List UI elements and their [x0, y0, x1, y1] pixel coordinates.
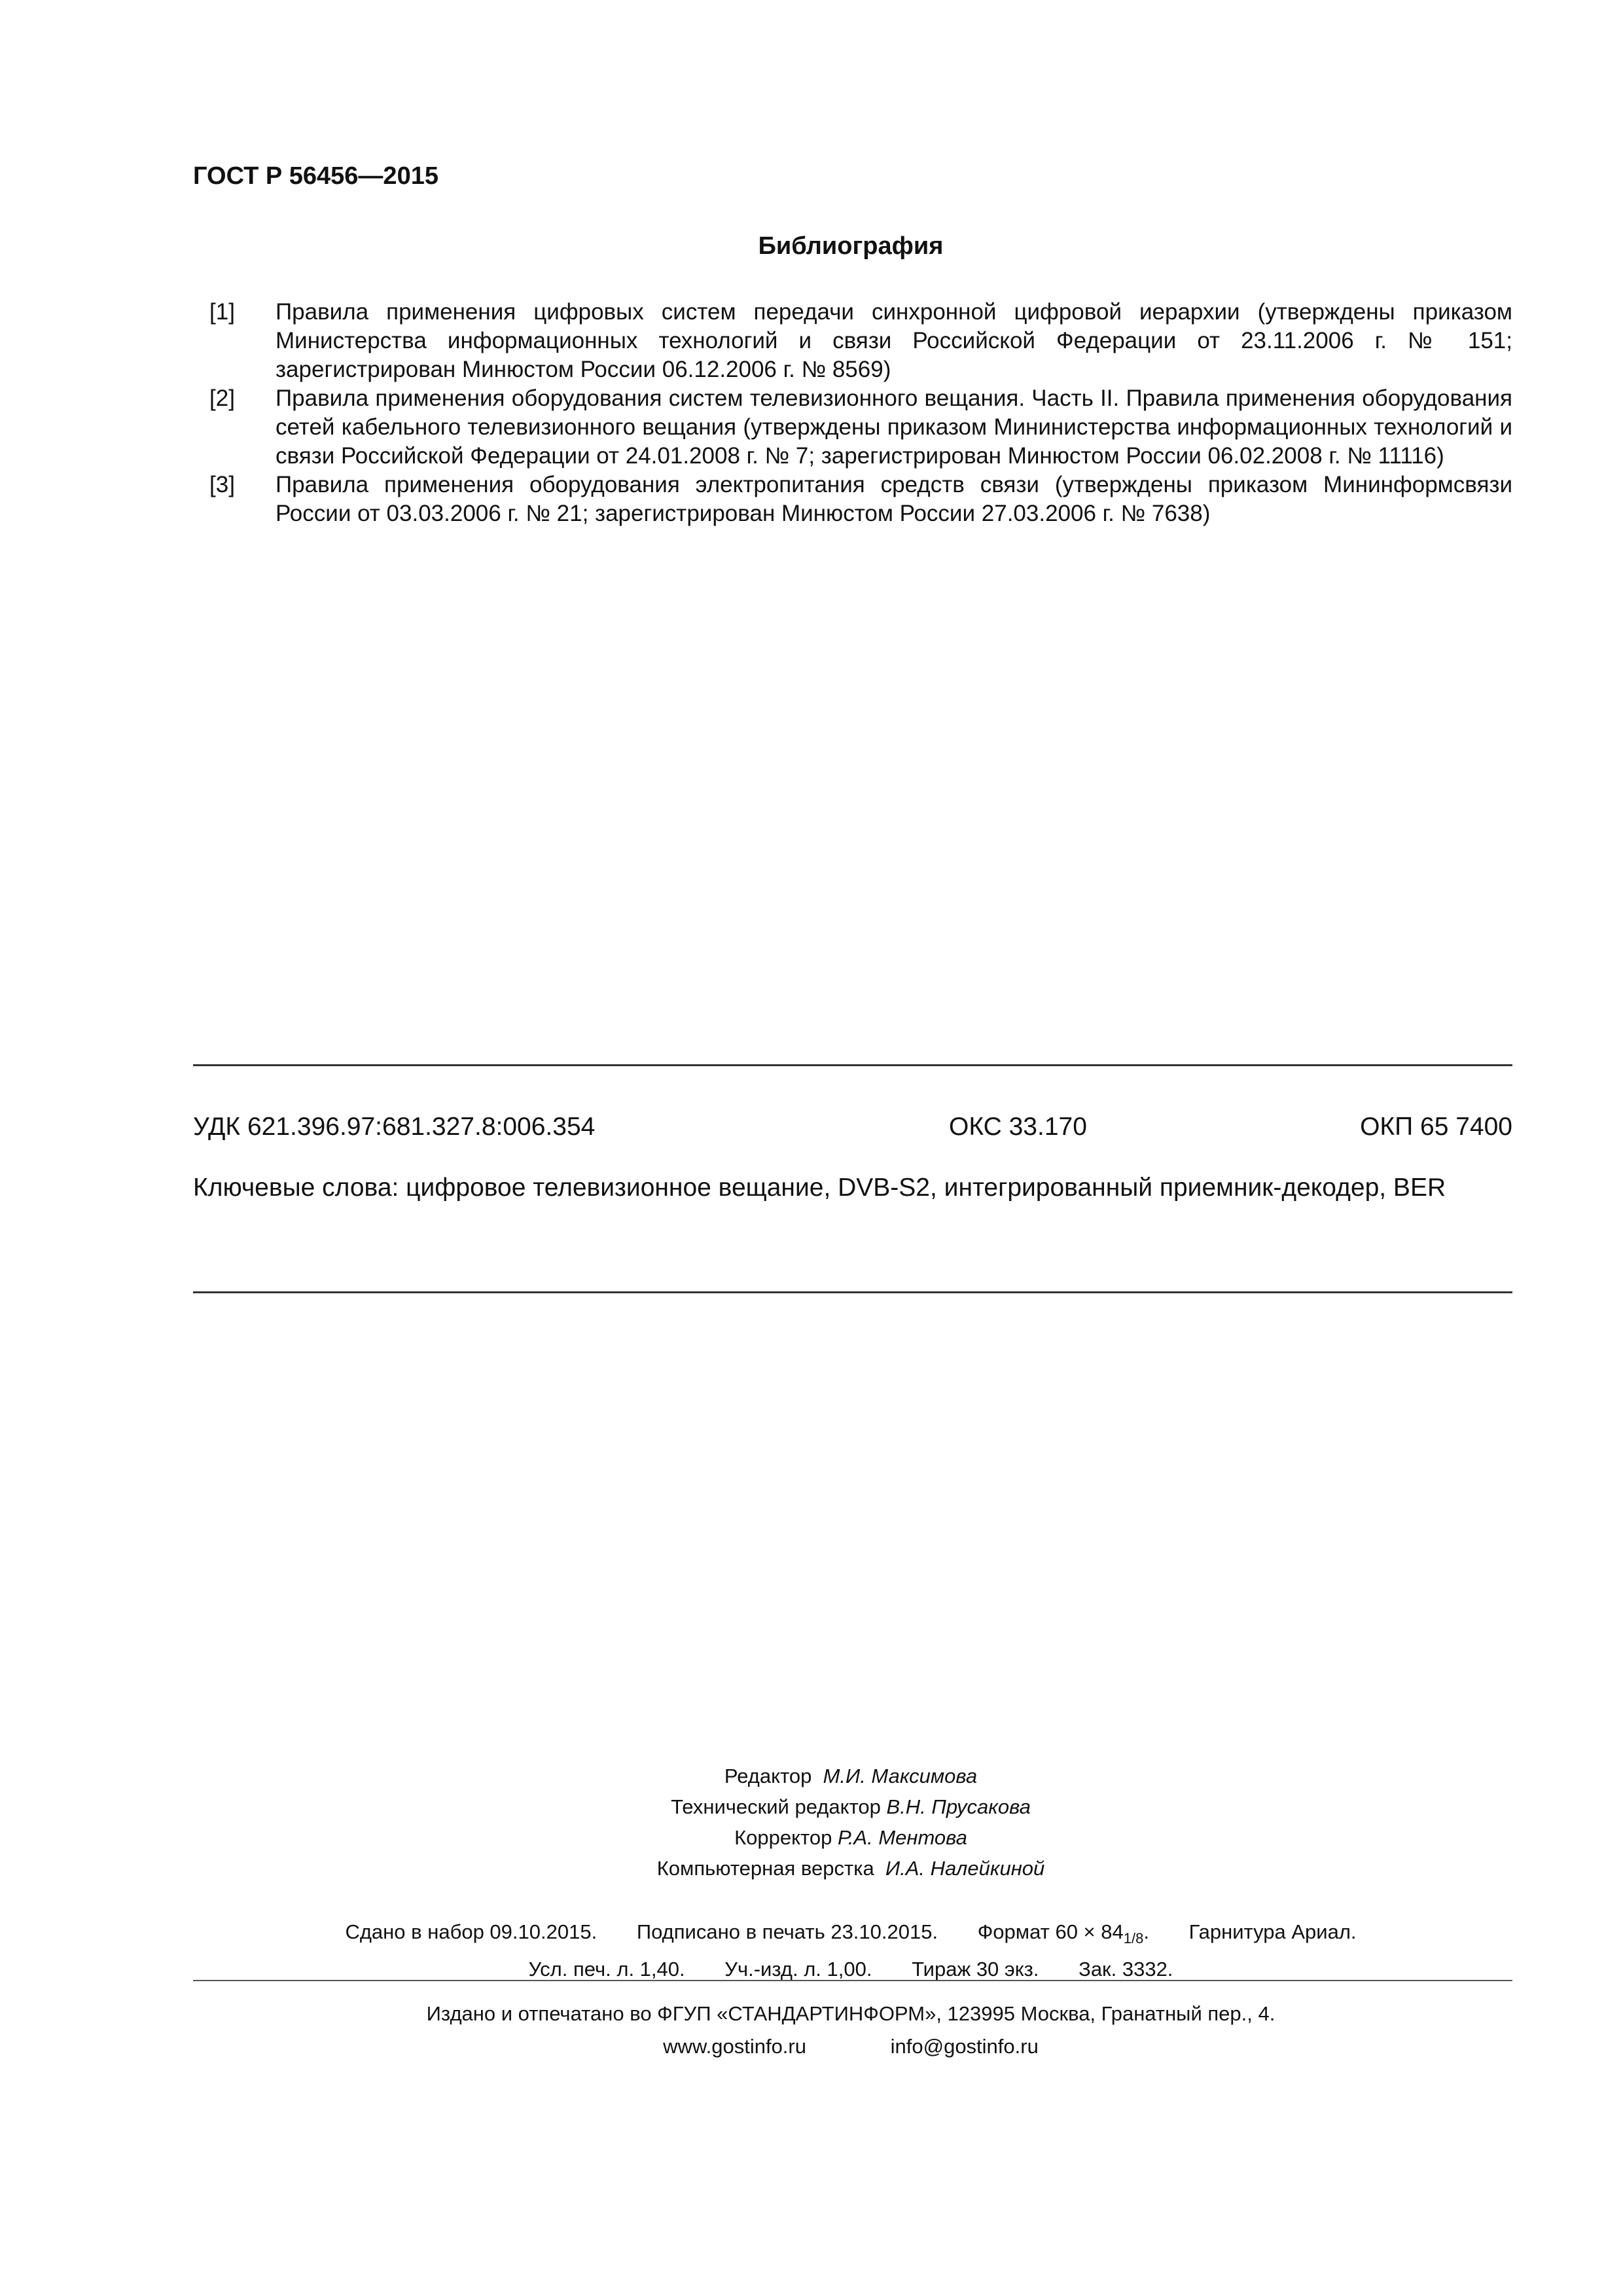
reference-text: Правила применения оборудования электропитания средств связи (утверждены приказом Мининформсвязи России от 03.03.2006 г. № 21; зарегистрирован Минюстом России 27.03.2006 г. № 7638) — [276, 472, 1512, 526]
reference-text: Правила применения цифровых систем передачи синхронной цифровой иерархии (утверждены приказом Министерства информационных технологий и связи Российской Федерации от 23.11.2006 г. № 151; зарегистрирован Минюстом России 06.12.2006 г. № 8569) — [276, 299, 1512, 382]
okp-code: ОКП 65 7400 — [1360, 1113, 1512, 1141]
publisher-sheets: Уч.-изд. л. 1,00. — [724, 1958, 872, 1981]
bibliography-title: Библиография — [758, 232, 944, 260]
printer-info — [0, 1998, 1623, 2063]
submitted-date: Сдано в набор 09.10.2015. — [345, 1920, 597, 1943]
reference-number: [1] — [209, 299, 235, 325]
layout-label: Компьютерная верстка — [656, 1857, 874, 1880]
format-fraction: 1/8 — [1123, 1930, 1144, 1947]
bibliography-entry — [193, 471, 1512, 528]
printer-contacts — [0, 2030, 1623, 2063]
tech-editor-name: В.Н. Прусакова — [886, 1795, 1031, 1818]
publication-info — [0, 1916, 1623, 1984]
editor-line — [0, 1761, 1623, 1791]
tech-editor-label: Технический редактор — [671, 1795, 881, 1818]
website-link[interactable]: www.gostinfo.ru — [663, 2035, 806, 2058]
bibliography-entry — [193, 384, 1512, 471]
corrector-line — [0, 1822, 1623, 1853]
bibliography-entry — [193, 298, 1512, 384]
keywords: Ключевые слова: цифровое телевизионное вещание, DVB-S2, интегрированный приемник-декодер, BER — [193, 1174, 1446, 1202]
editor-name: М.И. Максимова — [823, 1765, 978, 1787]
typeface: Гарнитура Ариал. — [1188, 1920, 1357, 1943]
printer-line: Издано и отпечатано во ФГУП «СТАНДАРТИНФОРМ», 123995 Москва, Гранатный пер., 4. — [426, 2002, 1275, 2025]
corrector-name: Р.А. Ментова — [837, 1826, 967, 1849]
print-sheets: Усл. печ. л. 1,40. — [528, 1958, 685, 1981]
document-code: ГОСТ Р 56456—2015 — [193, 162, 438, 190]
oks-code: ОКС 33.170 — [949, 1113, 1087, 1141]
publication-line-1 — [0, 1916, 1623, 1954]
tech-editor-line — [0, 1791, 1623, 1822]
reference-text: Правила применения оборудования систем телевизионного вещания. Часть II. Правила применения оборудования сетей кабельного телевизионного вещания (утверждены приказом Мининистерства информационных технологий и связи Российской Федерации от 24.01.2008 г. № 7; зарегистрирован Минюстом России 06.02.2008 г. № 11116) — [276, 386, 1512, 469]
classification-top-rule — [193, 1064, 1512, 1066]
reference-number: [2] — [209, 386, 235, 411]
reference-number: [3] — [209, 472, 235, 497]
keywords-bottom-rule — [193, 1291, 1512, 1293]
udc-code: УДК 621.396.97:681.327.8:006.354 — [193, 1113, 596, 1141]
corrector-label: Корректор — [734, 1826, 832, 1849]
layout-name: И.А. Налейкиной — [885, 1857, 1045, 1880]
email-link[interactable]: info@gostinfo.ru — [890, 2035, 1039, 2058]
credits-block — [0, 1761, 1623, 1884]
layout-line — [0, 1853, 1623, 1884]
order-number: Зак. 3332. — [1079, 1958, 1173, 1981]
signed-date: Подписано в печать 23.10.2015. — [636, 1920, 938, 1943]
printer-top-rule — [193, 1980, 1512, 1981]
bibliography-list — [193, 298, 1512, 528]
circulation: Тираж 30 экз. — [912, 1958, 1039, 1981]
editor-label: Редактор — [724, 1765, 812, 1787]
paper-format: Формат $60 \times 84_{1/8}$. — [977, 1920, 1149, 1947]
